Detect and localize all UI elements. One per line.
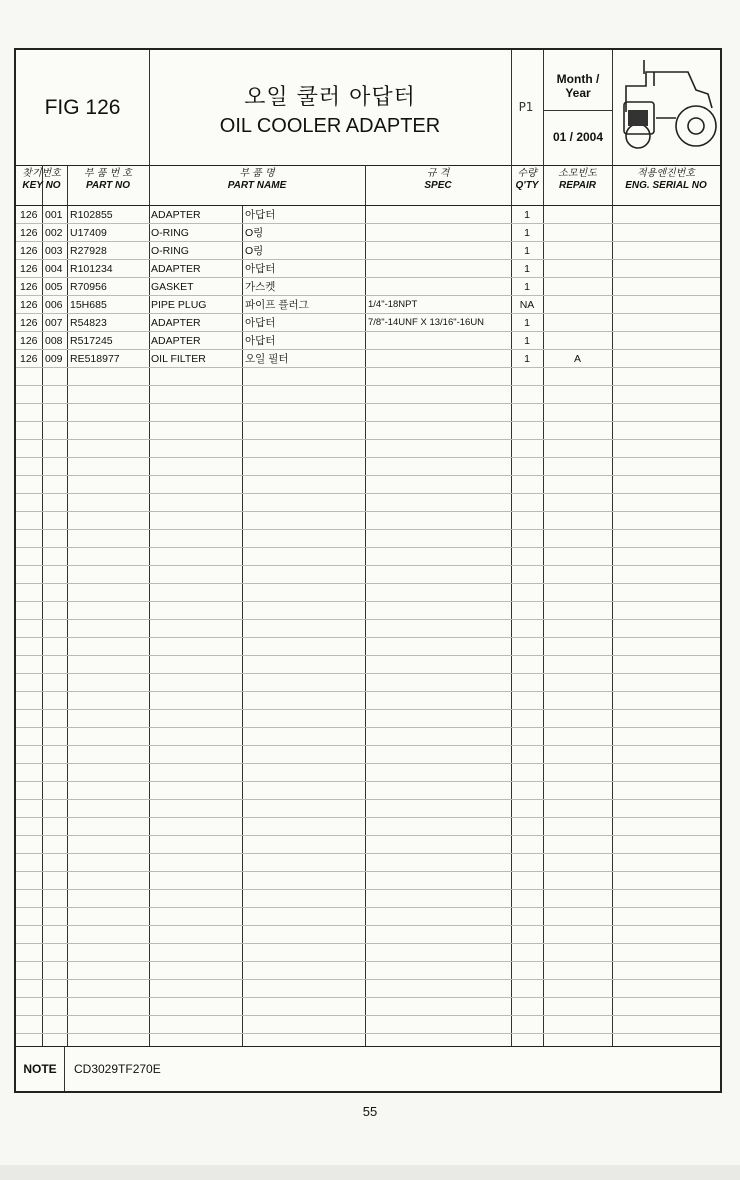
row-line [16, 493, 720, 494]
month-year-label: Month / Year [556, 72, 600, 100]
row-line [16, 655, 720, 656]
row-line [16, 889, 720, 890]
title-english: OIL COOLER ADAPTER [219, 115, 441, 137]
row-line [16, 925, 720, 926]
col-part-name: 부 품 명 PART NAME [227, 168, 287, 191]
row-line [16, 745, 720, 746]
part-name-ko-cell: 아답터 [245, 263, 276, 275]
row-line [16, 565, 720, 566]
row-line [16, 439, 720, 440]
row-line [16, 997, 720, 998]
key-no-cell: 008 [45, 335, 63, 347]
col-qty: 수량 Q'TY [515, 168, 539, 191]
part-name-ko-cell: 가스켓 [245, 281, 276, 293]
row-line [16, 457, 720, 458]
fig-cell: 126 [20, 335, 38, 347]
parts-sheet [14, 48, 722, 1093]
row-line [16, 403, 720, 404]
row-line [16, 763, 720, 764]
row-line [16, 727, 720, 728]
note-divider [64, 1046, 65, 1091]
part-name-ko-cell: 아답터 [245, 209, 276, 221]
col-line [612, 165, 613, 1046]
part-name-ko-cell: 아답터 [245, 335, 276, 347]
part-name-ko-cell: O링 [245, 245, 264, 257]
row-line [16, 241, 720, 242]
qty-cell: NA [519, 299, 535, 311]
part-name-en-cell: OIL FILTER [151, 353, 206, 365]
row-line [16, 799, 720, 800]
qty-cell: 1 [524, 245, 530, 257]
part-name-en-cell: ADAPTER [151, 317, 201, 329]
row-line [16, 385, 720, 386]
col-part-no: 부 품 번 호 PART NO [83, 168, 133, 191]
fig-cell: 126 [20, 245, 38, 257]
row-line [16, 871, 720, 872]
col-line [149, 165, 150, 1046]
row-line [16, 511, 720, 512]
fig-cell: 126 [20, 317, 38, 329]
key-no-cell: 004 [45, 263, 63, 275]
qty-cell: 1 [524, 227, 530, 239]
part-name-en-cell: O-RING [151, 227, 189, 239]
part-no-cell: R101234 [70, 263, 113, 275]
title-korean: 오일 쿨러 아답터 [244, 85, 416, 110]
row-line [16, 817, 720, 818]
fig-cell: 126 [20, 263, 38, 275]
key-no-cell: 009 [45, 353, 63, 365]
row-line [16, 547, 720, 548]
row-line [16, 601, 720, 602]
part-name-ko-cell: O링 [245, 227, 264, 239]
part-no-cell: R102855 [70, 209, 113, 221]
row-line [16, 619, 720, 620]
part-name-ko-cell: 아답터 [245, 317, 276, 329]
row-line [16, 691, 720, 692]
part-no-cell: RE518977 [70, 353, 120, 365]
part-no-cell: R70956 [70, 281, 107, 293]
row-line [16, 943, 720, 944]
part-no-cell: R517245 [70, 335, 113, 347]
col-line [365, 165, 366, 1046]
key-no-cell: 007 [45, 317, 63, 329]
row-line [16, 583, 720, 584]
row-line [16, 781, 720, 782]
col-line [42, 165, 43, 1046]
spec-cell: 7/8"-14UNF X 13/16"-16UN [368, 317, 485, 328]
part-name-en-cell: GASKET [151, 281, 194, 293]
row-line [16, 259, 720, 260]
row-line [16, 223, 720, 224]
row-line [16, 835, 720, 836]
scan-edge [0, 1165, 740, 1180]
col-key-no: 찾기번호 KEY NO [22, 168, 61, 191]
row-line [16, 637, 720, 638]
figure-number: FIG 126 [44, 95, 121, 119]
part-no-cell: R54823 [70, 317, 107, 329]
month-year-divider [543, 110, 612, 111]
header-divider [612, 50, 613, 165]
part-name-ko-cell: 파이프 플러그 [245, 299, 309, 311]
page-number: 55 [362, 1104, 378, 1119]
qty-cell: 1 [524, 335, 530, 347]
row-line [16, 529, 720, 530]
col-serial: 적용엔진번호 ENG. SERIAL NO [625, 168, 707, 191]
header-divider [543, 50, 544, 165]
tractor-icon [616, 60, 718, 155]
row-line [16, 421, 720, 422]
row-line [16, 277, 720, 278]
qty-cell: 1 [524, 317, 530, 329]
qty-cell: 1 [524, 263, 530, 275]
note-label: NOTE [23, 1061, 57, 1076]
col-spec: 규 격 SPEC [424, 168, 452, 191]
col-line [67, 165, 68, 1046]
qty-cell: 1 [524, 281, 530, 293]
qty-cell: 1 [524, 209, 530, 221]
fig-cell: 126 [20, 353, 38, 365]
row-line [16, 1015, 720, 1016]
note-value: CD3029TF270E [74, 1061, 161, 1076]
row-line [16, 853, 720, 854]
qty-cell: 1 [524, 353, 530, 365]
fig-cell: 126 [20, 209, 38, 221]
row-line [16, 961, 720, 962]
part-no-cell: 15H685 [70, 299, 107, 311]
key-no-cell: 003 [45, 245, 63, 257]
spec-cell: 1/4"-18NPT [368, 299, 418, 310]
part-name-ko-cell: 오일 필터 [245, 353, 289, 365]
part-name-en-cell: PIPE PLUG [151, 299, 207, 311]
col-line [543, 165, 544, 1046]
part-no-cell: R27928 [70, 245, 107, 257]
row-line [16, 367, 720, 368]
part-name-en-cell: ADAPTER [151, 263, 201, 275]
row-line [16, 907, 720, 908]
row-line [16, 673, 720, 674]
row-line [16, 979, 720, 980]
row-line [16, 1033, 720, 1034]
fig-cell: 126 [20, 227, 38, 239]
page-label: P1 [518, 100, 534, 114]
key-no-cell: 006 [45, 299, 63, 311]
key-no-cell: 001 [45, 209, 63, 221]
month-year-value: 01 / 2004 [552, 130, 604, 144]
fig-cell: 126 [20, 281, 38, 293]
row-line [16, 709, 720, 710]
header-bottom-line [16, 165, 720, 166]
repair-cell: A [573, 353, 581, 365]
part-name-en-cell: O-RING [151, 245, 189, 257]
part-no-cell: U17409 [70, 227, 107, 239]
col-repair: 소모빈도 REPAIR [558, 168, 597, 191]
fig-cell: 126 [20, 299, 38, 311]
part-name-en-cell: ADAPTER [151, 335, 201, 347]
key-no-cell: 002 [45, 227, 63, 239]
part-name-en-cell: ADAPTER [151, 209, 201, 221]
table-head-line [16, 205, 720, 206]
key-no-cell: 005 [45, 281, 63, 293]
row-line [16, 475, 720, 476]
row-line [16, 349, 720, 350]
